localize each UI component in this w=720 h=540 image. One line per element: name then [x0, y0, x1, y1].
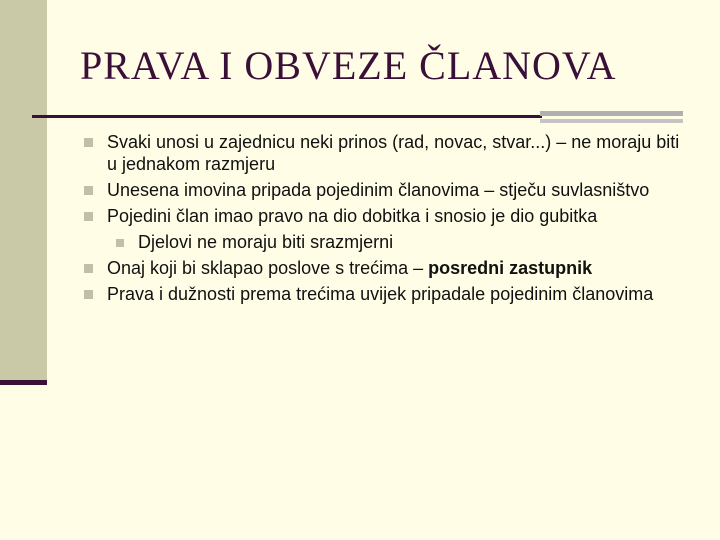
bullet-item — [84, 283, 684, 305]
sub-bullet-item — [84, 231, 684, 253]
square-bullet-icon — [116, 239, 124, 247]
bullet-text: Djelovi ne moraju biti srazmjerni — [138, 232, 394, 252]
bullet-item — [84, 179, 684, 201]
bullet-text: Onaj koji bi sklapao poslove s trećima – — [107, 258, 429, 278]
bullet-text: Svaki unosi u zajednicu neki prinos (rad, novac, stvar...) – ne moraju biti u jednakom razmjeru — [107, 132, 680, 174]
square-bullet-icon — [84, 290, 93, 299]
bullet-text: Unesena imovina pripada pojedinim članovima – stječu suvlasništvo — [107, 180, 650, 200]
bullet-item — [84, 131, 684, 175]
title-underline — [32, 115, 542, 118]
bullet-item — [84, 205, 684, 227]
bullet-bold-text: posredni zastupnik — [428, 258, 593, 278]
square-bullet-icon — [84, 264, 93, 273]
square-bullet-icon — [84, 212, 93, 221]
bullet-text: Pojedini član imao pravo na dio dobitka i snosio je dio gubitka — [107, 206, 598, 226]
left-decor-bar — [0, 0, 47, 384]
square-bullet-icon — [84, 138, 93, 147]
bullet-item — [84, 257, 684, 279]
bullet-text: Prava i dužnosti prema trećima uvijek pripadale pojedinim članovima — [107, 284, 654, 304]
title-underline-accent-lower — [540, 119, 683, 123]
slide-title: PRAVA I OBVEZE ČLANOVA — [80, 43, 617, 88]
title-underline-accent — [540, 111, 683, 116]
left-decor-bar-edge — [0, 380, 47, 385]
bullet-list — [84, 131, 684, 309]
square-bullet-icon — [84, 186, 93, 195]
